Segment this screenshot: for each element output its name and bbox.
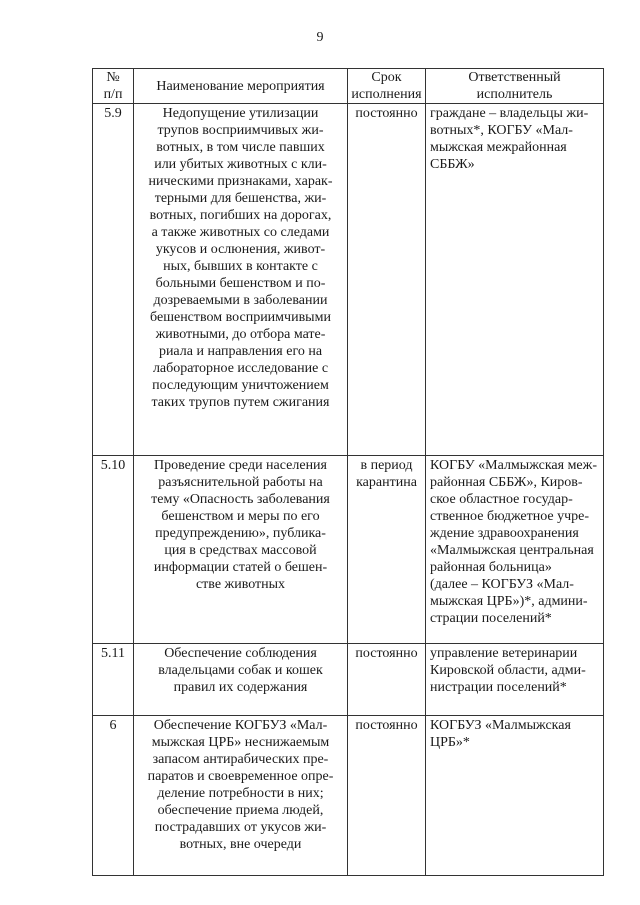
cell-text-line: лабораторное исследование с (152, 361, 329, 376)
cell-text-line: вотных, в том числе павших (156, 140, 325, 155)
header-responsible (426, 69, 604, 104)
cell-text-line: риала и направления его на (158, 344, 323, 359)
cell-text-line: в период (360, 458, 413, 473)
cell-text-line: ция в средствах массовой (164, 543, 317, 558)
cell-text-line: трупов восприимчивых жи- (157, 123, 324, 138)
cell-text-line: последующим уничтожением (152, 378, 329, 393)
cell-text-line: мыжская межрайонная (430, 140, 567, 155)
cell-text-line: терными для бешенства, жи- (154, 191, 327, 206)
row-responsible (426, 644, 604, 716)
cell-text-line: (далее – КОГБУЗ «Мал- (430, 577, 574, 592)
cell-text-line: ственное бюджетное учре- (430, 509, 590, 524)
cell-text-line: Срок (371, 70, 402, 85)
cell-text-line: ных, бывших в контакте с (163, 259, 318, 274)
cell-text-line: ЦРБ»* (430, 735, 470, 750)
row-responsible (426, 104, 604, 456)
cell-text-line: п/п (103, 87, 123, 102)
cell-text-line: № (106, 70, 120, 85)
cell-text-line: постоянно (355, 106, 418, 121)
cell-text-line: КОГБУ «Малмыжская меж- (430, 458, 597, 473)
row-measure-name (134, 104, 348, 456)
cell-text-line: страции поселений* (430, 611, 552, 626)
cell-text-line: укусов и ослюнения, живот- (155, 242, 326, 257)
cell-text-line: бешенством восприимчивыми (150, 310, 331, 325)
cell-text-line: вотных, вне очереди (179, 837, 302, 852)
cell-text-line: животными, до отбора мате- (155, 327, 326, 342)
header-number (93, 69, 134, 104)
table-row (93, 104, 604, 456)
cell-text-line: Кировской области, адми- (430, 663, 586, 678)
cell-text-line: Проведение среди населения (154, 458, 327, 473)
cell-text-line: Обеспечение КОГБУЗ «Мал- (153, 718, 328, 733)
cell-text-line: карантина (356, 475, 417, 490)
cell-text-line: предупреждению», публика- (155, 526, 326, 541)
cell-text-line: постоянно (355, 718, 418, 733)
header-name (134, 69, 348, 104)
cell-text-line: запасом антирабических пре- (152, 752, 329, 767)
cell-text-line: Обеспечение соблюдения (164, 646, 317, 661)
cell-text-line: ское областное государ- (430, 492, 573, 507)
cell-text-line: информации статей о бешен- (153, 560, 328, 575)
cell-text-line: «Малмыжская центральная (430, 543, 594, 558)
cell-text-line: ждение здравоохранения (430, 526, 579, 541)
cell-text-line: мыжская ЦРБ»)*, админи- (430, 594, 588, 609)
cell-text-line: районная больница» (430, 560, 552, 575)
table-header-row (93, 69, 604, 104)
cell-text-line: бешенством и меры по его (161, 509, 320, 524)
table-row (93, 644, 604, 716)
cell-text-line: разъяснительной работы на (158, 475, 323, 490)
cell-text-line: тему «Опасность заболевания (151, 492, 330, 507)
row-number: 5.10 (93, 456, 134, 644)
cell-text-line: владельцами собак и кошек (158, 663, 323, 678)
cell-text-line: КОГБУЗ «Малмыжская (430, 718, 571, 733)
cell-text-line: исполнения (351, 87, 422, 102)
cell-text-line: Недопущение утилизации (162, 106, 319, 121)
table-row (93, 456, 604, 644)
row-responsible (426, 456, 604, 644)
cell-text-line: или убитых животных с кли- (154, 157, 327, 172)
cell-text-line: граждане – владельцы жи- (430, 106, 589, 121)
cell-text-line: а также животных со следами (151, 225, 330, 240)
row-deadline (348, 456, 426, 644)
cell-text-line: таких трупов путем сжигания (151, 395, 330, 410)
cell-text-line: СББЖ» (430, 157, 475, 172)
cell-text-line: пострадавших от укусов жи- (154, 820, 327, 835)
row-responsible (426, 716, 604, 876)
cell-text-line: правил их содержания (173, 680, 308, 695)
cell-text-line: вотных, погибших на дорогах, (149, 208, 332, 223)
cell-text-line: управление ветеринарии (430, 646, 578, 661)
cell-text-line: паратов и своевременное опре- (147, 769, 334, 784)
header-deadline (348, 69, 426, 104)
row-deadline (348, 716, 426, 876)
measures-table (92, 68, 604, 876)
row-number: 5.11 (93, 644, 134, 716)
cell-text-line: вотных*, КОГБУ «Мал- (430, 123, 573, 138)
row-deadline (348, 644, 426, 716)
cell-text-line: исполнитель (476, 87, 553, 102)
table-row (93, 716, 604, 876)
cell-text-line: нистрации поселений* (430, 680, 567, 695)
row-measure-name (134, 716, 348, 876)
cell-text-line: районная СББЖ», Киров- (430, 475, 583, 490)
cell-text-line: деление потребности в них; (157, 786, 324, 801)
cell-text-line: Наименование мероприятия (156, 78, 325, 94)
cell-text-line: Ответственный (468, 70, 561, 85)
row-number: 6 (93, 716, 134, 876)
row-measure-name (134, 456, 348, 644)
cell-text-line: ническими признаками, харак- (148, 174, 333, 189)
cell-text-line: дозреваемыми в заболевании (153, 293, 328, 308)
row-measure-name (134, 644, 348, 716)
row-deadline (348, 104, 426, 456)
page-number: 9 (316, 30, 324, 45)
cell-text-line: обеспечение приема людей, (157, 803, 324, 818)
cell-text-line: мыжская ЦРБ» неснижаемым (151, 735, 330, 750)
cell-text-line: стве животных (195, 577, 286, 592)
cell-text-line: постоянно (355, 646, 418, 661)
row-number: 5.9 (93, 104, 134, 456)
cell-text-line: больными бешенством и по- (155, 276, 326, 291)
